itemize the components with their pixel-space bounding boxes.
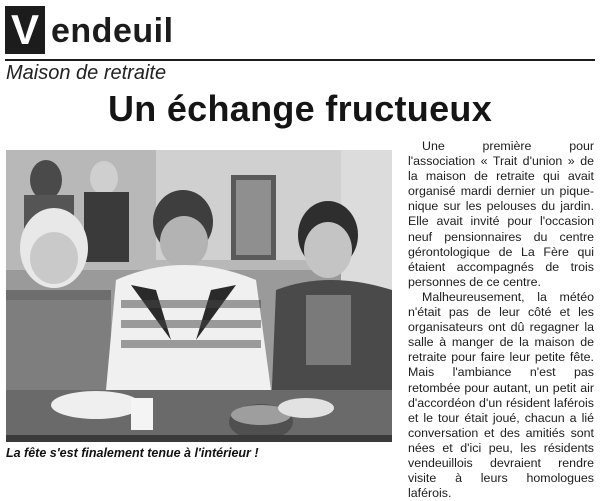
header-rule (5, 59, 595, 61)
headline: Un échange fructueux (107, 88, 493, 129)
kicker: Maison de retraite (6, 62, 167, 84)
section-header (5, 6, 595, 56)
article-photo (6, 150, 392, 442)
photo-illustration (6, 150, 392, 442)
article-paragraph: Malheureusement, la météo n'était pas de leur côté et les organisateurs ont dû regagner la salle à manger de la maison de retraite pour faire leur petite fête. Mais l'ambiance n'est pas retombée pour autant, un petit air d'accordéon d'un résident laférois et le tour était joué, chacun a lié conversation et des amitiés sont nées et d'ici peu, les résidents vendeuillois devraient rendre visite à leurs homologues laférois. (408, 289, 594, 501)
article-body (408, 139, 594, 501)
photo-caption: La fête s'est finalement tenue à l'intérieur ! (6, 446, 259, 460)
section-title: endeuil (51, 12, 174, 50)
article-paragraph: Une première pour l'association « Trait d'union » de la maison de retraite qui avait organisé mardi dernier un pique-nique sur les pelouses du jardin. Elle avait invité pour l'occasion neuf pensionnaires du centre gérontologique de La Fère qui étaient accompagnés de trois personnes de ce centre. (408, 139, 594, 289)
section-initial-block: V (5, 6, 45, 54)
